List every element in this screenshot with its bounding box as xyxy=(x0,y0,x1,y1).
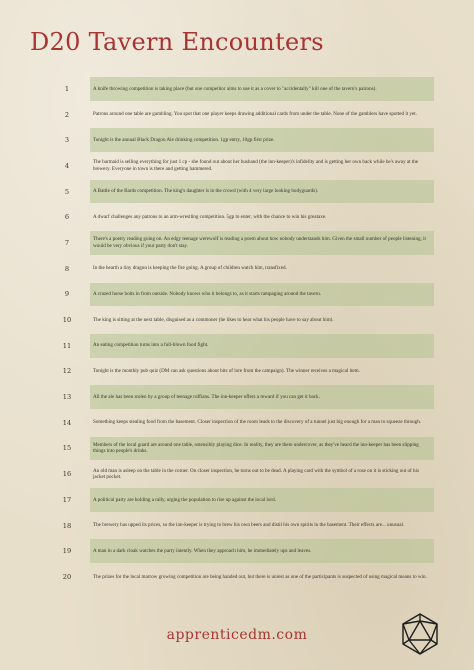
encounter-description: The barmaid is selling everything for just 1 cp - she found out about her husband (the inn-keeper)'s infidelity and is getting her own back while he's away at the brewery. Everyone in town is there and getting hammered. xyxy=(93,159,419,172)
d20-die-icon xyxy=(400,612,440,656)
encounter-number: 17 xyxy=(62,495,72,504)
encounter-row xyxy=(56,410,434,436)
encounter-row xyxy=(56,153,434,179)
encounter-description: An old man is asleep on the table in the corner. On closer inspection, he turns out to be dead. A playing card with the symbol of a rose on it is sticking out of his jacket pocket. xyxy=(93,467,419,481)
encounter-number: 5 xyxy=(64,187,70,196)
encounter-description: The brewery has upped its prices, so the inn-keeper is trying to brew his own beers and distil his own spirits in the basement. Their effects are... unusual. xyxy=(93,522,405,529)
encounter-row xyxy=(56,179,434,205)
encounter-number: 4 xyxy=(64,161,70,170)
encounter-number: 8 xyxy=(64,264,70,273)
encounter-description: All the ale has been stolen by a group of teenage ruffians. The inn-keeper offers a reward if you can get it back. xyxy=(90,385,434,409)
encounter-number: 18 xyxy=(62,521,72,530)
encounter-description: A political party are holding a rally, urging the population to rise up against the local lord. xyxy=(90,488,434,512)
encounter-number: 13 xyxy=(62,393,72,402)
encounter-row xyxy=(56,513,434,539)
encounter-row xyxy=(56,359,434,385)
encounter-number: 12 xyxy=(62,367,72,376)
encounter-row xyxy=(56,307,434,333)
encounter-row xyxy=(56,487,434,513)
encounter-description: There's a poetry reading going on. An edgy teenage werewolf is reading a poem about how nobody understands him. Given the small number of people listening, it would be very obvious if your party don't stay. xyxy=(90,231,434,255)
encounter-row xyxy=(56,564,434,590)
encounter-description: The king is sitting at the next table, disguised as a commoner (he likes to hear what his people have to say about him). xyxy=(93,316,334,323)
encounter-description: An eating competition turns into a full-blown food fight. xyxy=(90,334,434,358)
encounter-number: 15 xyxy=(62,444,72,453)
encounter-description: In the hearth a tiny dragon is keeping the fire going. A group of children watch him, transfixed. xyxy=(93,265,287,272)
encounter-row xyxy=(56,230,434,256)
encounter-row xyxy=(56,461,434,487)
encounter-row xyxy=(56,436,434,462)
encounter-number: 9 xyxy=(64,290,70,299)
encounter-number: 20 xyxy=(62,572,72,581)
encounter-number: 2 xyxy=(64,110,70,119)
encounter-row xyxy=(56,127,434,153)
encounter-number: 10 xyxy=(62,316,72,325)
encounter-number: 14 xyxy=(62,418,72,427)
encounter-number: 11 xyxy=(62,341,72,350)
encounter-number: 1 xyxy=(64,84,70,93)
encounter-description: A Battle of the Bards competition. The king's daughter is in the crowd (with 4 very large looking bodyguards). xyxy=(90,180,434,204)
encounter-description: Members of the local guard are around one table, ostensibly playing dice. In reality, they are there undercover, as they've heard the inn-keeper has been slipping things into people's drinks. xyxy=(90,437,434,461)
encounter-description: A crazed horse bolts in from outside. Nobody knows who it belongs to, as it starts rampaging around the tavern. xyxy=(90,283,434,307)
encounter-row xyxy=(56,76,434,102)
encounter-number: 19 xyxy=(62,547,72,556)
encounter-description: A dwarf challenges any patrons to an arm-wrestling competition. 5gp to enter, with the chance to win his greataxe. xyxy=(93,213,327,220)
encounter-number: 7 xyxy=(64,238,70,247)
encounter-description: Something keeps stealing food from the basement. Closer inspection of the room leads to the discovery of a tunnel just big enough for a man to squeeze through. xyxy=(93,419,422,426)
encounter-number: 6 xyxy=(64,213,70,222)
encounter-row xyxy=(56,538,434,564)
encounter-row xyxy=(56,333,434,359)
encounter-number: 3 xyxy=(64,136,70,145)
encounter-table xyxy=(56,76,434,590)
website-footer: apprenticedm.com xyxy=(166,627,308,643)
encounter-row xyxy=(56,384,434,410)
page-title: D20 Tavern Encounters xyxy=(30,28,324,56)
encounter-description: Patrons around one table are gambling. You spot that one player keeps drawing additional cards from under the table. None of the gamblers have spotted it yet. xyxy=(93,111,417,118)
encounter-row xyxy=(56,282,434,308)
encounter-row xyxy=(56,102,434,128)
encounter-row xyxy=(56,256,434,282)
encounter-description: Tonight is the annual Black Dragon Ale drinking competition. 1gp entry, 10gp first prize. xyxy=(90,128,434,152)
encounter-description: A man in a dark cloak watches the party intently. When they approach him, he immediately ups and leaves. xyxy=(90,539,434,563)
encounter-description: Tonight is the monthly pub quiz (DM can ask questions about bits of lore from the campaign). The winner receives a magical item. xyxy=(93,368,360,375)
encounter-row xyxy=(56,204,434,230)
encounter-number: 16 xyxy=(62,470,72,479)
encounter-description: The prizes for the local marrow growing competition are being handed out, but there is unrest as one of the participants is suspected of using magical means to win. xyxy=(93,573,427,580)
encounter-description: A knife throwing competition is taking place (but one competitor aims to use it as a cover to "accidentally" kill one of the tavern's patrons). xyxy=(90,77,434,101)
